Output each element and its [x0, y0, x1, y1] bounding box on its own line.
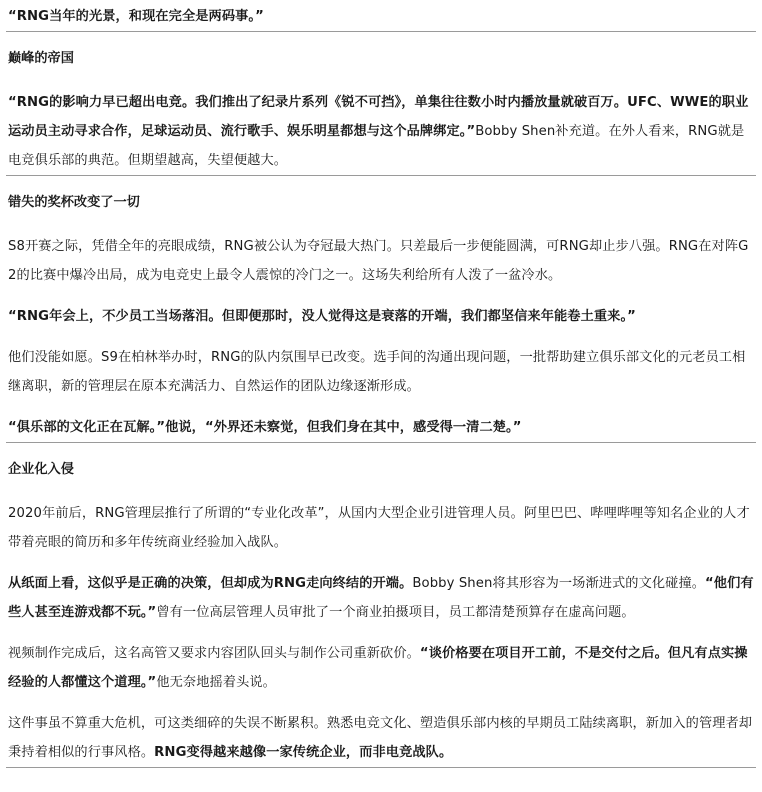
bold-paper-decision: 从纸面上看，这似乎是正确的决策，但却成为RNG走向终结的开端。	[8, 576, 413, 591]
paragraph-reform: 2020年前后，RNG管理层推行了所谓的“专业化改革”，从国内大型企业引进管理人员。阿里巴巴、哔哩哔哩等知名企业的人才带着亮眼的简历和多年传统商业经验加入战队。	[8, 506, 750, 550]
paragraph-accumulated-mistakes	[8, 709, 754, 767]
divider	[6, 767, 756, 768]
bold-traditional-company: RNG变得越来越像一家传统企业，而非电竞战队。	[154, 745, 453, 760]
paragraph-budget: 曾有一位高层管理人员审批了一个商业拍摄项目，员工都清楚预算存在虚高问题。	[156, 605, 635, 620]
quote-pricing: “谈价格要在项目开工前，不是交付之后。但凡有点实操经验的人都懂这个道理。”	[8, 646, 748, 690]
paragraph-influence-rest: Bobby Shen补充道。在外人看来，RNG就是电竞俱乐部的典范。但期望越高，失望便越大。	[8, 124, 745, 168]
section-heading-peak-empire: 巅峰的帝国	[8, 51, 74, 66]
paragraph-video-rest: 他无奈地摇着头说。	[156, 675, 276, 690]
paragraph-video-start: 视频制作完成后，这名高管又要求内容团队回头与制作公司重新砍价。	[8, 646, 420, 661]
quote-no-games: “他们有些人甚至连游戏都不玩。”	[8, 576, 754, 620]
quote-annual-meeting: “RNG年会上，不少员工当场落泪。但即便那时，没人觉得这是衰落的开端，我们都坚信来年能卷土重来。”	[8, 309, 636, 324]
paragraph-culture-clash: Bobby Shen将其形容为一场渐进式的文化碰撞。	[412, 576, 706, 591]
paragraph-paper-decision	[8, 569, 754, 627]
paragraph-video	[8, 639, 754, 697]
paragraph-influence	[8, 88, 754, 175]
quote-top: “RNG当年的光景，和现在完全是两码事。”	[8, 9, 264, 24]
article-page	[0, 2, 762, 792]
paragraph-s9: 他们没能如愿。S9在柏林举办时，RNG的队内氛围早已改变。选手间的沟通出现问题，一批帮助建立俱乐部文化的元老员工相继离职，新的管理层在原本充满活力、自然运作的团队边缘逐渐形成。	[8, 350, 746, 394]
paragraph-s8: S8开赛之际，凭借全年的亮眼成绩，RNG被公认为夺冠最大热门。只差最后一步便能圆满，可RNG却止步八强。RNG在对阵G2的比赛中爆冷出局，成为电竞史上最令人震惊的冷门之一。这场失利给所有人泼了一盆冷水。	[8, 239, 749, 283]
quote-influence: “RNG的影响力早已超出电竞。我们推出了纪录片系列《锐不可挡》，单集往往数小时内播放量就破百万。UFC、WWE的职业运动员主动寻求合作，足球运动员、流行歌手、娱乐明星都想与这个品牌绑定。”	[8, 95, 749, 139]
quote-culture-collapse: “俱乐部的文化正在瓦解。”他说，“外界还未察觉，但我们身在其中，感受得一清二楚。”	[8, 420, 522, 435]
paragraph-mistakes-start: 这件事虽不算重大危机，可这类细碎的失误不断累积。熟悉电竞文化、塑造俱乐部内核的早期员工陆续离职，新加入的管理者却秉持着相似的行事风格。	[8, 716, 753, 760]
section-heading-corporate-invasion: 企业化入侵	[8, 462, 74, 477]
section-heading-missed-trophy: 错失的奖杯改变了一切	[8, 195, 140, 210]
